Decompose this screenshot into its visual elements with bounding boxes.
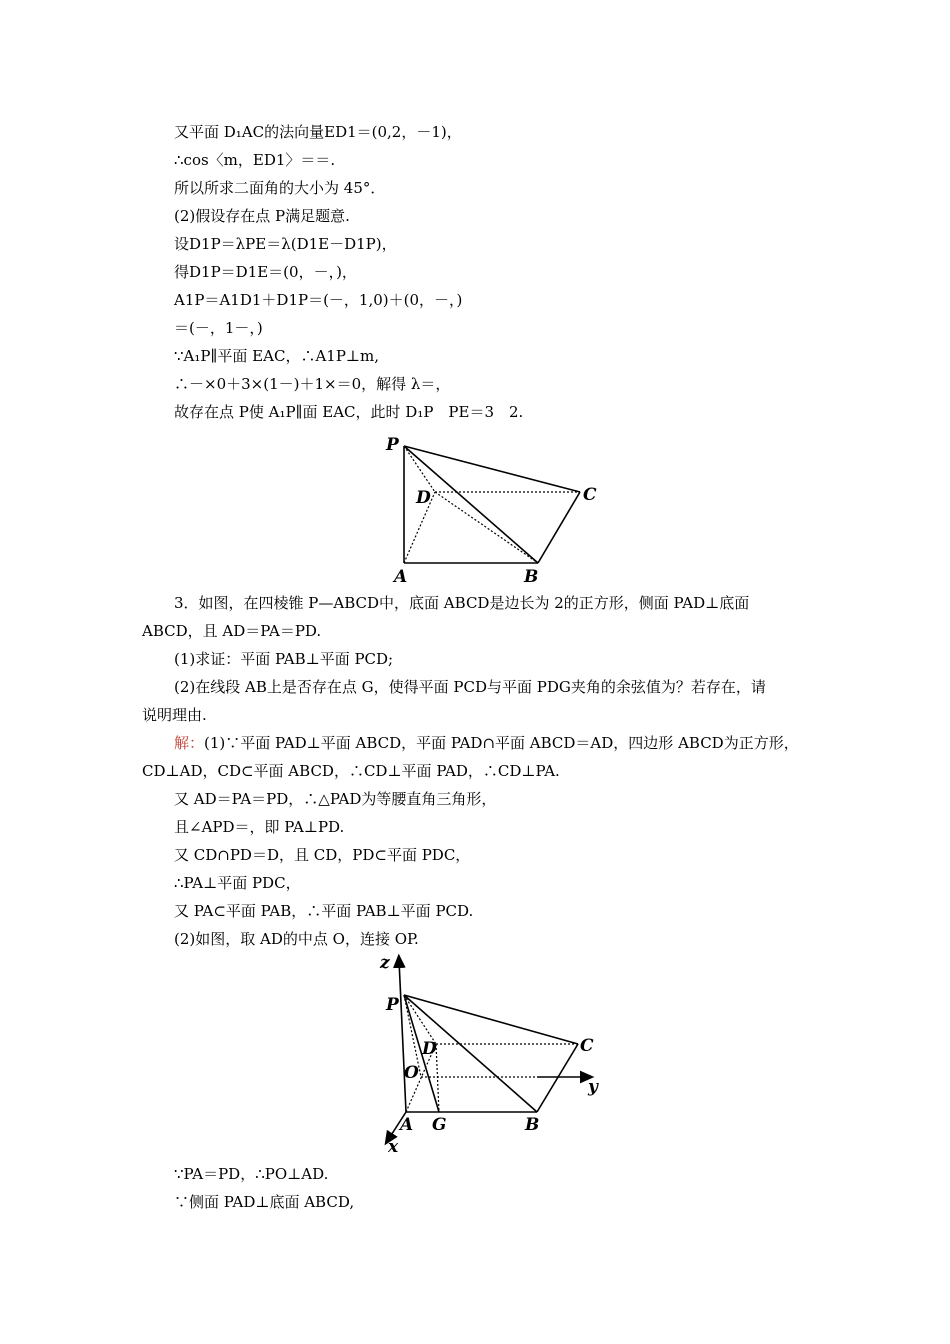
label-G: G [432, 1115, 447, 1135]
solution-line: 又 CD∩PD＝D，且 CD，PD⊂平面 PDC， [174, 846, 471, 864]
problem-line: (2)在线段 AB上是否存在点 G，使得平面 PCD与平面 PDG夹角的余弦值为？若存在，请 [174, 678, 766, 696]
solution-line: 解：(1)∵平面 PAD⊥平面 ABCD，平面 PAD∩平面 ABCD＝AD，四边形 ABCD为正方形， [174, 734, 799, 752]
label-B: B [525, 1115, 540, 1135]
label-C: C [580, 1036, 594, 1056]
solution-line: 又 AD＝PA＝PD，∴△PAD为等腰直角三角形， [174, 790, 497, 808]
problem-line: (1)求证：平面 PAB⊥平面 PCD; [174, 650, 394, 668]
edge-PC [404, 995, 578, 1044]
text-line: ∴－×0＋3×(1－)＋1×＝0，解得 λ＝， [174, 375, 451, 393]
label-A: A [394, 567, 408, 587]
pyramid-figure-1 [370, 428, 610, 588]
solution-line: (2)如图，取 AD的中点 O，连接 OP. [174, 930, 419, 948]
label-D: D [422, 1039, 437, 1059]
text-line: ∴cos〈m，ED1〉＝＝. [174, 151, 336, 169]
text-line: 得D1P＝D1E＝(0，－，)， [174, 263, 357, 281]
text-line: 故存在点 P使 A₁P∥面 EAC，此时 D₁P PE＝3 2. [174, 403, 524, 421]
text-line: 设D1P＝λPE＝λ(D1E－D1P)， [174, 235, 397, 253]
label-B: B [524, 567, 539, 587]
text-line: A1P＝A1D1＋D1P＝(－，1,0)＋(0，－，) [174, 291, 463, 309]
label-y: y [588, 1077, 598, 1097]
text-line: ∵侧面 PAD⊥底面 ABCD, [174, 1193, 355, 1211]
label-O: O [404, 1063, 419, 1083]
label-P: P [386, 995, 399, 1015]
pyramid-figure-2 [370, 950, 610, 1160]
label-A: A [400, 1115, 414, 1135]
label-x: x [388, 1137, 399, 1157]
text-line: ∵PA＝PD，∴PO⊥AD. [174, 1165, 329, 1183]
label-z: z [380, 953, 390, 973]
text-line: 所以所求二面角的大小为 45°． [174, 179, 386, 197]
label-P: P [386, 435, 399, 455]
problem-line: ABCD，且 AD＝PA＝PD. [142, 622, 322, 640]
solution-line: ∴PA⊥平面 PDC， [174, 874, 301, 892]
text-line: 又平面 D₁AC的法向量ED1＝(0,2，－1)， [174, 123, 462, 141]
solution-line: 又 PA⊂平面 PAB，∴平面 PAB⊥平面 PCD. [174, 902, 474, 920]
edge-BC [538, 492, 580, 563]
label-D: D [416, 488, 431, 508]
text-line: (2)假设存在点 P满足题意. [174, 207, 350, 225]
label-C: C [583, 485, 597, 505]
solution-line: 且∠APD＝，即 PA⊥PD. [174, 818, 345, 836]
text-line: ∵A₁P∥平面 EAC，∴A1P⊥m, [174, 347, 380, 365]
edge-DB [435, 492, 538, 563]
problem-line: 说明理由. [142, 706, 207, 724]
axis-z [399, 960, 406, 1112]
solution-label: 解： [174, 734, 205, 752]
edge-BC [537, 1044, 578, 1112]
solution-line: CD⊥AD，CD⊂平面 ABCD，∴CD⊥平面 PAD，∴CD⊥PA. [142, 762, 560, 780]
text-line: ＝(－，1－，) [174, 319, 263, 337]
problem-line: 3．如图，在四棱锥 P—ABCD中，底面 ABCD是边长为 2的正方形，侧面 PAD⊥底面 [174, 594, 750, 612]
